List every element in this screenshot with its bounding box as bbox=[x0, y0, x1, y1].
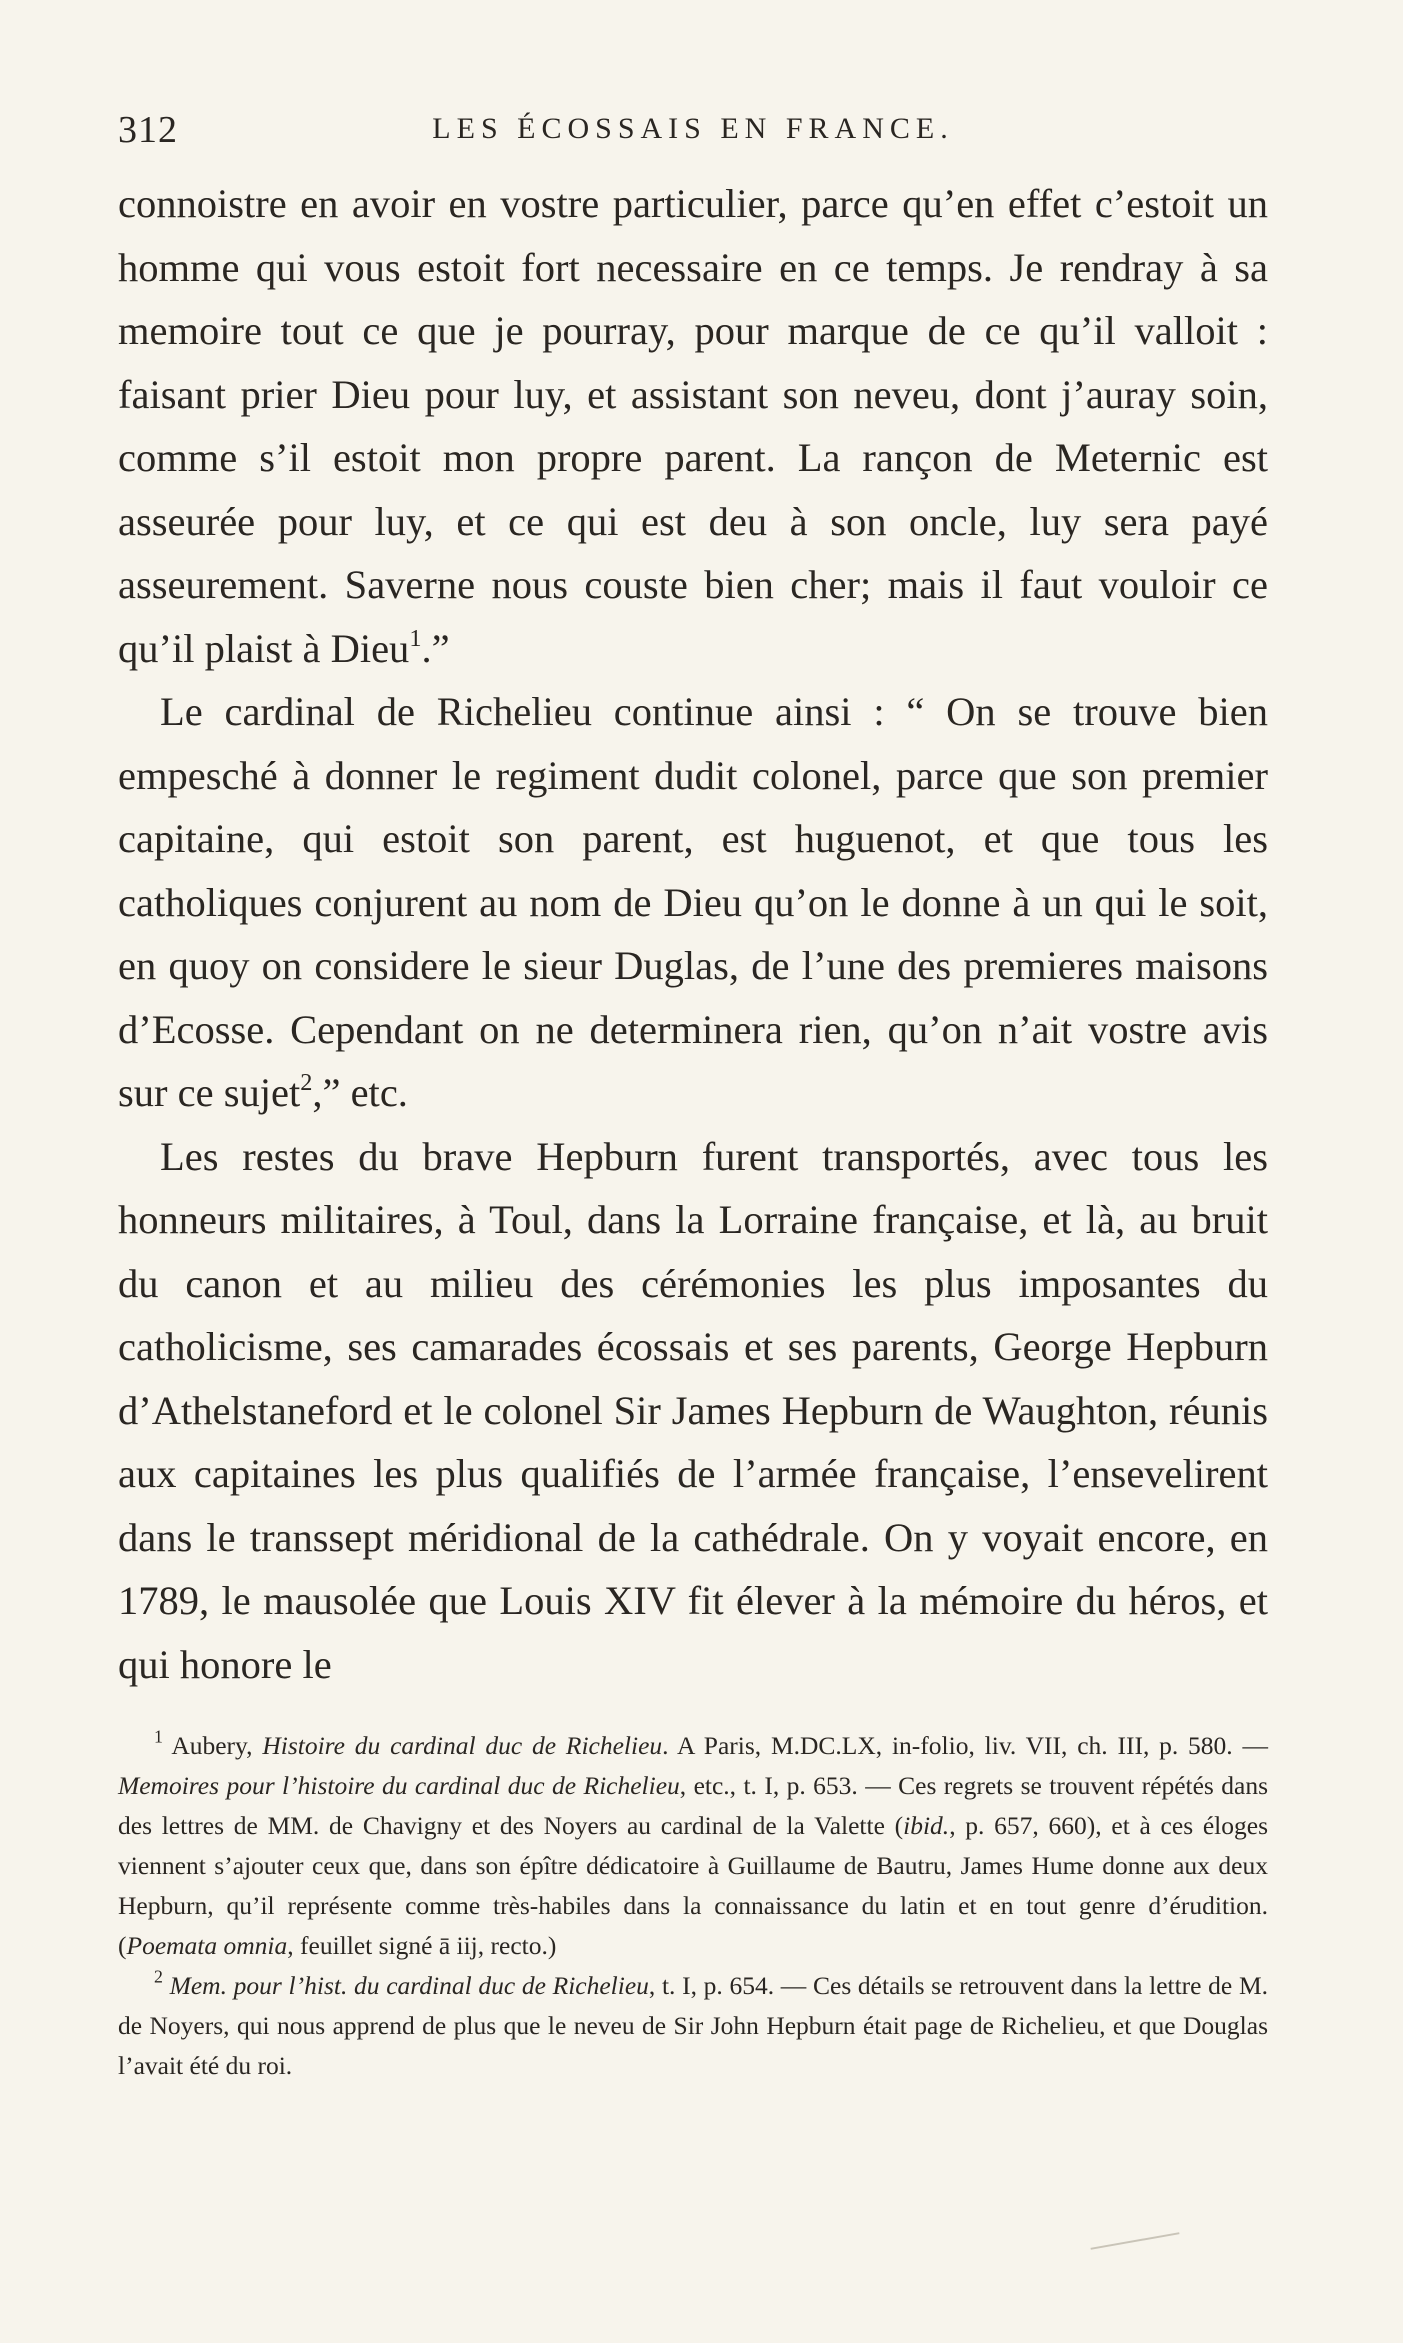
footnote-1-title-poemata: Poemata omnia bbox=[126, 1931, 288, 1960]
footnotes bbox=[118, 1726, 1268, 2086]
main-text bbox=[118, 172, 1268, 1696]
footnote-1-number: 1 bbox=[154, 1726, 163, 1747]
footnote-1-part-c: . A Paris, M.DC.LX, in-folio, liv. VII, ch. III, p. 580. — bbox=[662, 1731, 1268, 1760]
running-title: LES ÉCOSSAIS EN FRANCE. bbox=[432, 112, 954, 145]
footnote-2-title: Mem. pour l’hist. du cardinal duc de Richelieu bbox=[169, 1971, 649, 2000]
footnote-1-part-i: , feuillet signé ā iij, recto.) bbox=[287, 1931, 557, 1960]
footnote-ref-1: 1 bbox=[409, 624, 422, 652]
footnote-1 bbox=[118, 1726, 1268, 1966]
footnote-2 bbox=[118, 1966, 1268, 2086]
page-header bbox=[118, 108, 1268, 158]
footnote-1-ibid: ibid. bbox=[903, 1811, 950, 1840]
footnote-2-part-b: , t. I, p. 654. — Ces détails se retrouvent dans la lettre de M. de Noyers, qui nous apprend de plus que le neveu de Sir John Hepburn était page de Richelieu, et que Douglas l’avait été du roi. bbox=[118, 1971, 1268, 2080]
footnote-1-title-histoire: Histoire du cardinal duc de Richelieu bbox=[262, 1731, 663, 1760]
paragraph-2-text: Le cardinal de Richelieu continue ainsi : “ On se trouve bien empesché à donner le regiment dudit colonel, parce que son premier capitaine, qui estoit son parent, est huguenot, et que tous les catholiques conjurent au nom de Dieu qu’on le donne à un qui le soit, en quoy on considere le sieur Duglas, de l’une des premieres maisons d’Ecosse. Cependant on ne determinera rien, qu’on n’ait vostre avis sur ce sujet bbox=[118, 689, 1268, 1115]
paper-mark bbox=[1091, 2232, 1180, 2250]
paragraph-3: Les restes du brave Hepburn furent transportés, avec tous les honneurs militaires, à Toul, dans la Lorraine française, et là, au bruit du canon et au milieu des cérémonies les plus imposantes du catholicisme, ses camarades écossais et ses parents, George Hepburn d’Athelstaneford et le colonel Sir James Hepburn de Waughton, réunis aux capitaines les plus qualifiés de l’armée française, l’ensevelirent dans le transsept méridional de la cathédrale. On y voyait encore, en 1789, le mausolée que Louis XIV fit élever à la mémoire du héros, et qui honore le bbox=[118, 1133, 1268, 1687]
footnote-1-part-a: Aubery, bbox=[171, 1731, 263, 1760]
paragraph-2-tail: ,” etc. bbox=[312, 1070, 408, 1115]
footnote-1-title-memoires: Memoires pour l’histoire du cardinal duc de Richelieu bbox=[118, 1771, 680, 1800]
paragraph-1-tail: .” bbox=[421, 625, 450, 671]
paragraph-1 bbox=[118, 172, 1268, 680]
footnote-1-part-g: , p. 657, 660), et à ces éloges viennent s’ajouter ceux que, dans son épître dédicatoire à Guillaume de Bautru, James Hume donne aux deux Hepburn, qu’il représente comme très-habiles dans la connaissance du latin et en tout genre d’érudition. ( bbox=[118, 1811, 1269, 1960]
footnote-1-part-e: , etc., t. I, p. 653. — Ces regrets se trouvent répétés dans des lettres de MM. de Chavigny et des Noyers au cardinal de la Valette ( bbox=[118, 1771, 1268, 1840]
paragraph-1-text: connoistre en avoir en vostre particulier, parce qu’en effet c’estoit un homme qui vous estoit fort necessaire en ce temps. Je rendray à sa memoire tout ce que je pourray, pour marque de ce qu’il valloit : faisant prier Dieu pour luy, et assistant son neveu, dont j’auray soin, comme s’il estoit mon propre parent. La rançon de Meternic est asseurée pour luy, et ce qui est deu à son oncle, luy sera payé asseurement. Saverne nous couste bien cher; mais il faut vouloir ce qu’il plaist à Dieu bbox=[118, 181, 1268, 671]
page-number: 312 bbox=[118, 109, 178, 151]
footnote-2-number: 2 bbox=[154, 1966, 163, 1987]
footnote-ref-2: 2 bbox=[300, 1069, 313, 1097]
paragraph-2 bbox=[118, 680, 1268, 1125]
